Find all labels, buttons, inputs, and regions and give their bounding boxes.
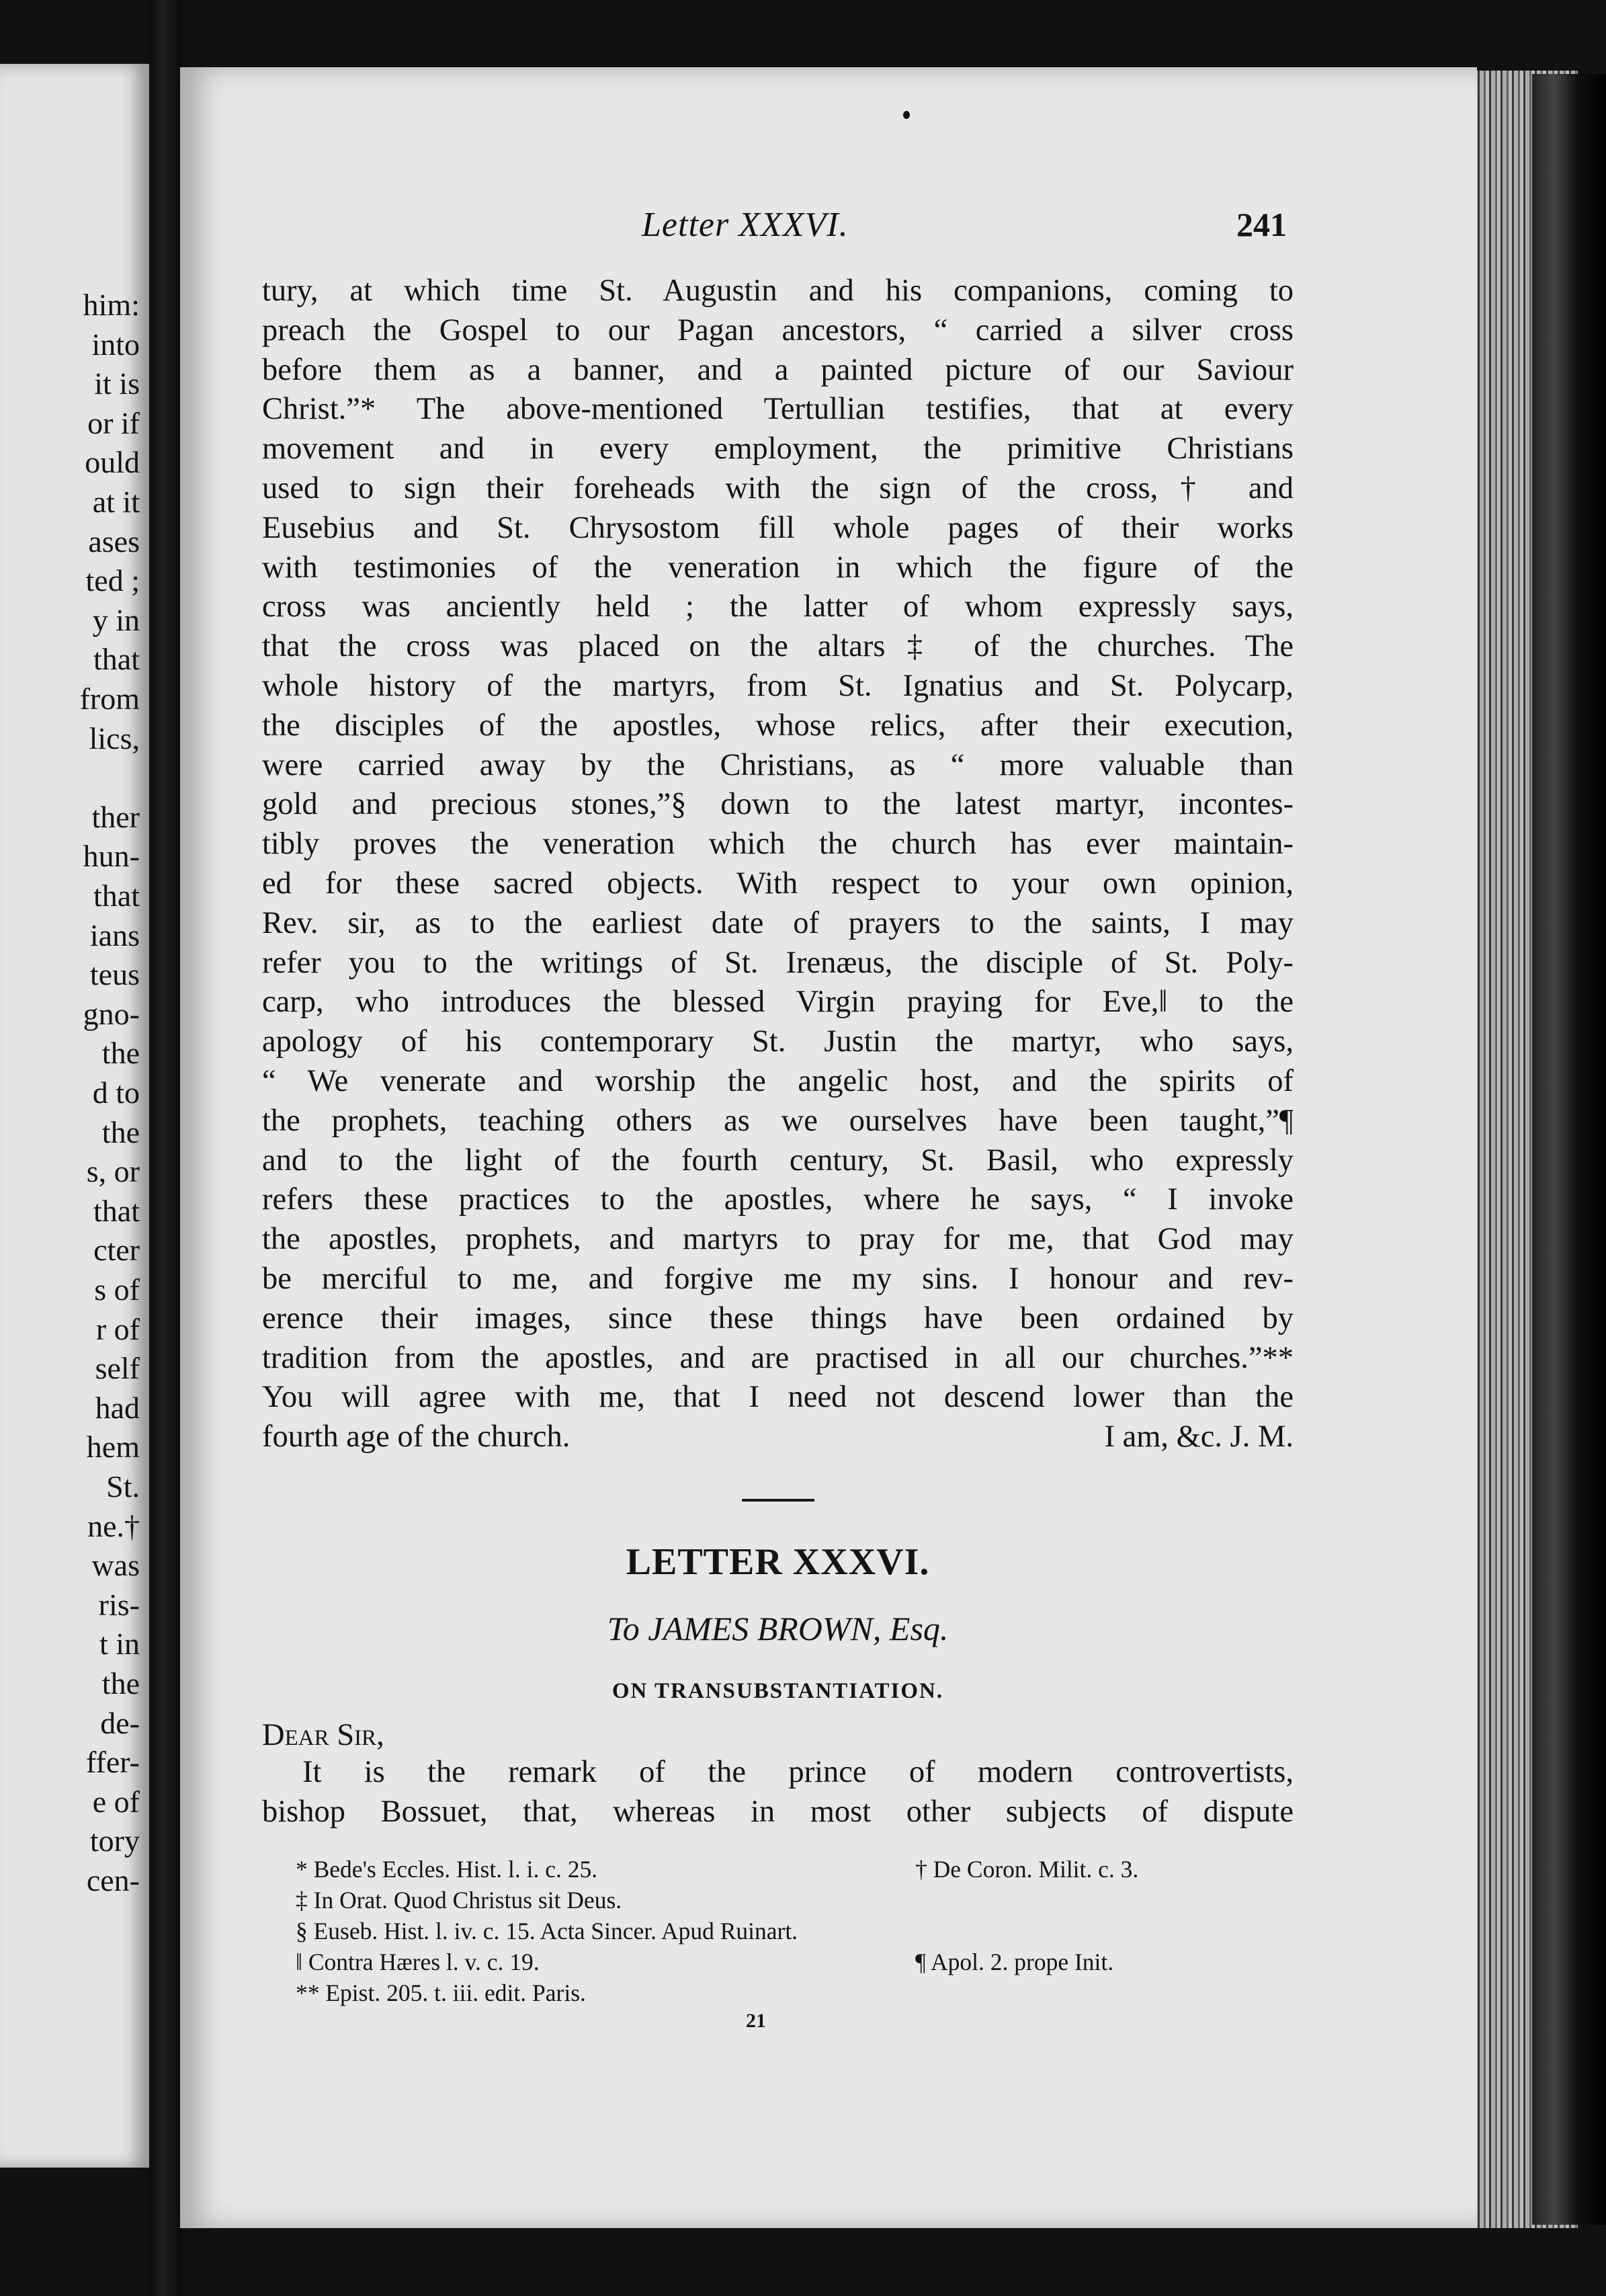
previous-page-fragment: him: — [83, 288, 140, 322]
previous-page-strip — [0, 64, 149, 2168]
body-line: tibly proves the veneration which the church has ever maintain- — [262, 827, 1294, 862]
previous-page-fragment: the — [101, 1114, 140, 1149]
footnote-list — [296, 1854, 1257, 2008]
previous-page-fragment: tory — [89, 1823, 140, 1858]
previous-page-fragment: de- — [100, 1705, 140, 1740]
ink-speck — [903, 111, 910, 119]
body-line: Rev. sir, as to the earliest date of prayers to the saints, I may — [262, 905, 1294, 940]
previous-page-fragment: cter — [93, 1233, 140, 1268]
body-line: be merciful to me, and forgive me my sins. I honour and rev- — [262, 1261, 1294, 1296]
body-text — [262, 272, 1294, 1418]
previous-page-fragment: or if — [87, 405, 140, 440]
previous-page-fragment: y in — [92, 602, 140, 637]
body-line: “ We venerate and worship the angelic host, and the spirits of — [262, 1063, 1294, 1098]
closing-signature: I am, &c. J. M. — [1104, 1420, 1294, 1454]
body-line: the disciples of the apostles, whose relics, after their execution, — [262, 708, 1294, 743]
page-body — [262, 272, 1294, 1832]
body-line: used to sign their foreheads with the sign of the cross,† and — [262, 470, 1294, 505]
letter-opening — [262, 1753, 1294, 1832]
footnote — [296, 1946, 1257, 1977]
page-edges-shadow — [1532, 74, 1606, 2225]
previous-page-fragment: lics, — [89, 721, 140, 755]
body-line: preach the Gospel to our Pagan ancestors, “ carried a silver cross — [262, 313, 1294, 347]
footnote-text: * Bede's Eccles. Hist. l. i. c. 25. — [296, 1856, 598, 1883]
body-line: Eusebius and St. Chrysostom fill whole pages of their works — [262, 510, 1294, 545]
previous-page-fragment: the — [101, 1036, 140, 1071]
previous-page-fragment: at it — [92, 485, 140, 519]
body-line: cross was anciently held ; the latter of whom expressly says, — [262, 589, 1294, 624]
previous-page-fragment: it is — [94, 366, 140, 401]
footnote — [296, 1885, 1257, 1916]
letter-line: bishop Bossuet, that, whereas in most other subjects of dispute — [262, 1794, 1294, 1829]
previous-page-fragment: was — [91, 1548, 140, 1583]
sign-off-line — [262, 1418, 1294, 1457]
body-line: and to the light of the fourth century, St. Basil, who expressly — [262, 1143, 1294, 1178]
previous-page-fragment: St. — [106, 1469, 140, 1504]
previous-page-fragment: self — [95, 1351, 140, 1386]
running-head: Letter XXXVI. — [642, 206, 849, 244]
previous-page-fragment: d to — [92, 1075, 140, 1110]
body-line: with testimonies of the veneration in which the figure of the — [262, 550, 1294, 585]
body-line: Christ.”* The above-mentioned Tertullian testifies, that at every — [262, 392, 1294, 427]
previous-page-fragment: ther — [91, 799, 140, 834]
body-line: erence their images, since these things have been ordained by — [262, 1301, 1294, 1336]
footnotes — [296, 1854, 1257, 2033]
previous-page-fragment: gno- — [83, 996, 140, 1031]
letter-subject: ON TRANSUBSTANTIATION. — [611, 1678, 944, 1703]
previous-page-fragment: e of — [92, 1784, 140, 1819]
footnote-text: ‖ Contra Hæres l. v. c. 19. — [296, 1949, 540, 1975]
previous-page-fragment: the — [101, 1666, 140, 1700]
footnote — [296, 1916, 1257, 1946]
body-line: apology of his contemporary St. Justin the martyr, who says, — [262, 1024, 1294, 1059]
body-line: gold and precious stones,”§ down to the latest martyr, incontes- — [262, 787, 1294, 822]
footnote-text: ** Epist. 205. t. iii. edit. Paris. — [296, 1979, 586, 2006]
previous-page-fragment: into — [91, 327, 140, 362]
previous-page-fragment: s, or — [86, 1154, 140, 1189]
letter-title: LETTER XXXVI. — [626, 1541, 930, 1583]
previous-page-fragment: ases — [88, 524, 140, 559]
previous-page-fragment: that — [93, 1193, 140, 1228]
body-line: tradition from the apostles, and are practised in all our churches.”** — [262, 1340, 1294, 1375]
footnote-text: ‡ In Orat. Quod Christus sit Deus. — [296, 1887, 622, 1914]
footnote-text: § Euseb. Hist. l. iv. c. 15. Acta Sincer. Apud Ruinart. — [296, 1918, 798, 1944]
body-line: movement and in every employment, the primitive Christians — [262, 432, 1294, 466]
previous-page-fragment: ted ; — [85, 563, 140, 598]
body-line: refers these practices to the apostles, where he says, “ I invoke — [262, 1182, 1294, 1217]
body-line: that the cross was placed on the altars‡ of the churches. The — [262, 629, 1294, 664]
previous-page-fragment: s of — [94, 1272, 140, 1307]
previous-page-fragment: ians — [89, 917, 140, 952]
body-line: You will agree with me, that I need not descend lower than the — [262, 1380, 1294, 1415]
footnote-text-right: † De Coron. Milit. c. 3. — [915, 1856, 1139, 1883]
previous-page-fragment: ne.† — [87, 1508, 140, 1543]
previous-page-fragment: hun- — [83, 839, 140, 874]
previous-page-fragment: had — [95, 1390, 140, 1425]
body-line: the prophets, teaching others as we ourselves have been taught,”¶ — [262, 1103, 1294, 1138]
previous-page-fragment: teus — [89, 957, 140, 992]
body-line: whole history of the martyrs, from St. Ignatius and St. Polycarp, — [262, 668, 1294, 703]
section-divider — [742, 1499, 814, 1502]
previous-page-fragment: from — [79, 682, 140, 716]
book-gutter — [149, 0, 183, 2296]
footnote-text-right: ¶ Apol. 2. prope Init. — [915, 1949, 1114, 1975]
body-line: refer you to the writings of St. Irenæus, the disciple of St. Poly- — [262, 945, 1294, 980]
previous-page-fragment: t in — [99, 1627, 140, 1662]
body-line: the apostles, prophets, and martyrs to pray for me, that God may — [262, 1222, 1294, 1257]
body-line: tury, at which time St. Augustin and his companions, coming to — [262, 274, 1294, 308]
previous-page-fragment: cen- — [86, 1863, 140, 1897]
previous-page-fragment: ffer- — [86, 1745, 140, 1780]
previous-page-fragment: ould — [85, 445, 140, 480]
previous-page-fragment: that — [93, 878, 140, 913]
page-header — [265, 205, 1287, 252]
footnote — [296, 1977, 1257, 2008]
previous-page-fragment: r of — [95, 1311, 140, 1346]
body-line: were carried away by the Christians, as “ more valuable than — [262, 747, 1294, 782]
previous-page-fragment: that — [93, 642, 140, 677]
letter-line: It is the remark of the prince of modern controvertists, — [302, 1754, 1294, 1789]
previous-page-fragment: hem — [86, 1430, 140, 1465]
body-line: before them as a banner, and a painted picture of our Saviour — [262, 352, 1294, 387]
body-line: carp, who introduces the blessed Virgin praying for Eve,‖ to the — [262, 985, 1294, 1020]
previous-page-fragment: ris- — [98, 1587, 140, 1622]
sign-off-text: fourth age of the church. — [262, 1420, 570, 1454]
letter-addressee: To JAMES BROWN, Esq. — [607, 1609, 949, 1647]
page-number: 241 — [1236, 206, 1287, 243]
printer-signature-mark: 21 — [746, 2010, 766, 2032]
salutation: Dear Sir, — [262, 1717, 384, 1752]
body-line: ed for these sacred objects. With respect to your own opinion, — [262, 866, 1294, 901]
footnote — [296, 1854, 1257, 1885]
